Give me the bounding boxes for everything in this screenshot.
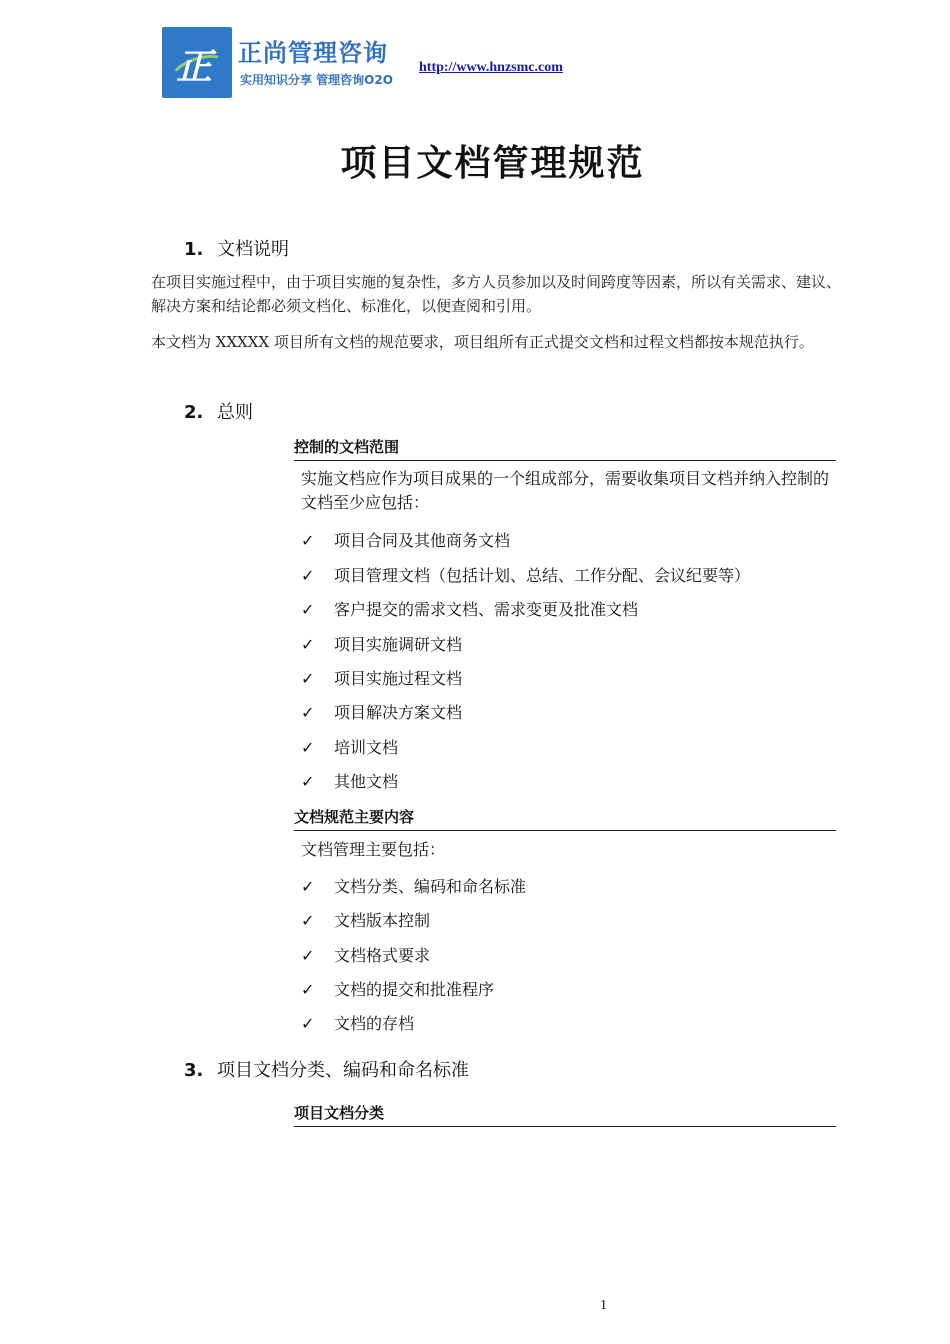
list-item: ✓ 项目管理文档（包括计划、总结、工作分配、会议纪要等） (301, 566, 751, 585)
page-number: 1 (600, 1298, 607, 1313)
list-item: ✓ 文档格式要求 (301, 946, 431, 965)
check-icon: ✓ (301, 877, 315, 896)
check-icon: ✓ (301, 600, 315, 619)
list-item: ✓ 项目实施调研文档 (301, 635, 463, 654)
section-title: 总则 (217, 402, 253, 423)
company-logo (162, 27, 393, 98)
list-item: ✓ 文档版本控制 (301, 911, 431, 930)
section-number: 3. (184, 1060, 204, 1081)
list-item: ✓ 客户提交的需求文档、需求变更及批准文档 (301, 600, 639, 619)
list-item: ✓ 项目合同及其他商务文档 (301, 531, 511, 550)
list-item: ✓ 项目实施过程文档 (301, 669, 463, 688)
subsection-heading: 文档规范主要内容 (294, 806, 836, 831)
list-item: ✓ 文档的存档 (301, 1014, 415, 1033)
check-icon: ✓ (301, 980, 315, 999)
section-2-heading (184, 398, 253, 424)
logo-tagline: 实用知识分享 管理咨询O2O (240, 73, 393, 87)
list-item: ✓ 文档分类、编码和命名标准 (301, 877, 527, 896)
check-icon: ✓ (301, 772, 315, 791)
section-title: 文档说明 (217, 239, 289, 260)
list-item: ✓ 项目解决方案文档 (301, 703, 463, 722)
document-title: 项目文档管理规范 (340, 143, 645, 184)
check-icon: ✓ (301, 946, 315, 965)
check-icon: ✓ (301, 1014, 315, 1033)
section-number: 2. (184, 402, 204, 423)
subsection-heading: 项目文档分类 (294, 1102, 836, 1127)
logo-emblem-icon: 正 (162, 27, 232, 98)
list-item: ✓ 文档的提交和批准程序 (301, 980, 495, 999)
check-icon: ✓ (301, 703, 315, 722)
list-item: ✓ 培训文档 (301, 738, 399, 757)
section-1-heading (184, 235, 289, 261)
section-title: 项目文档分类、编码和命名标准 (217, 1060, 469, 1081)
section-3-heading (184, 1056, 469, 1082)
check-icon: ✓ (301, 566, 315, 585)
subsection-heading: 控制的文档范围 (294, 436, 836, 461)
check-icon: ✓ (301, 635, 315, 654)
paragraph: 本文档为 XXXXX 项目所有文档的规范要求，项目组所有正式提交文档和过程文档都按本规范执行。 (151, 333, 814, 351)
list-item: ✓ 其他文档 (301, 772, 399, 791)
section-number: 1. (184, 239, 204, 260)
check-icon: ✓ (301, 669, 315, 688)
subsection-intro: 实施文档应作为项目成果的一个组成部分，需要收集项目文档并纳入控制的文档至少应包括： (301, 469, 830, 512)
paragraph: 在项目实施过程中，由于项目实施的复杂性，多方人员参加以及时间跨度等因素，所以有关需求、建议、解决方案和结论都必须文档化、标准化，以便查阅和引用。 (151, 273, 842, 315)
check-icon: ✓ (301, 738, 315, 757)
logo-name: 正尚管理咨询 (238, 39, 388, 67)
subsection-intro: 文档管理主要包括： (301, 840, 446, 859)
website-link[interactable]: http://www.hnzsmc.com (419, 60, 563, 75)
check-icon: ✓ (301, 911, 315, 930)
check-icon: ✓ (301, 531, 315, 550)
